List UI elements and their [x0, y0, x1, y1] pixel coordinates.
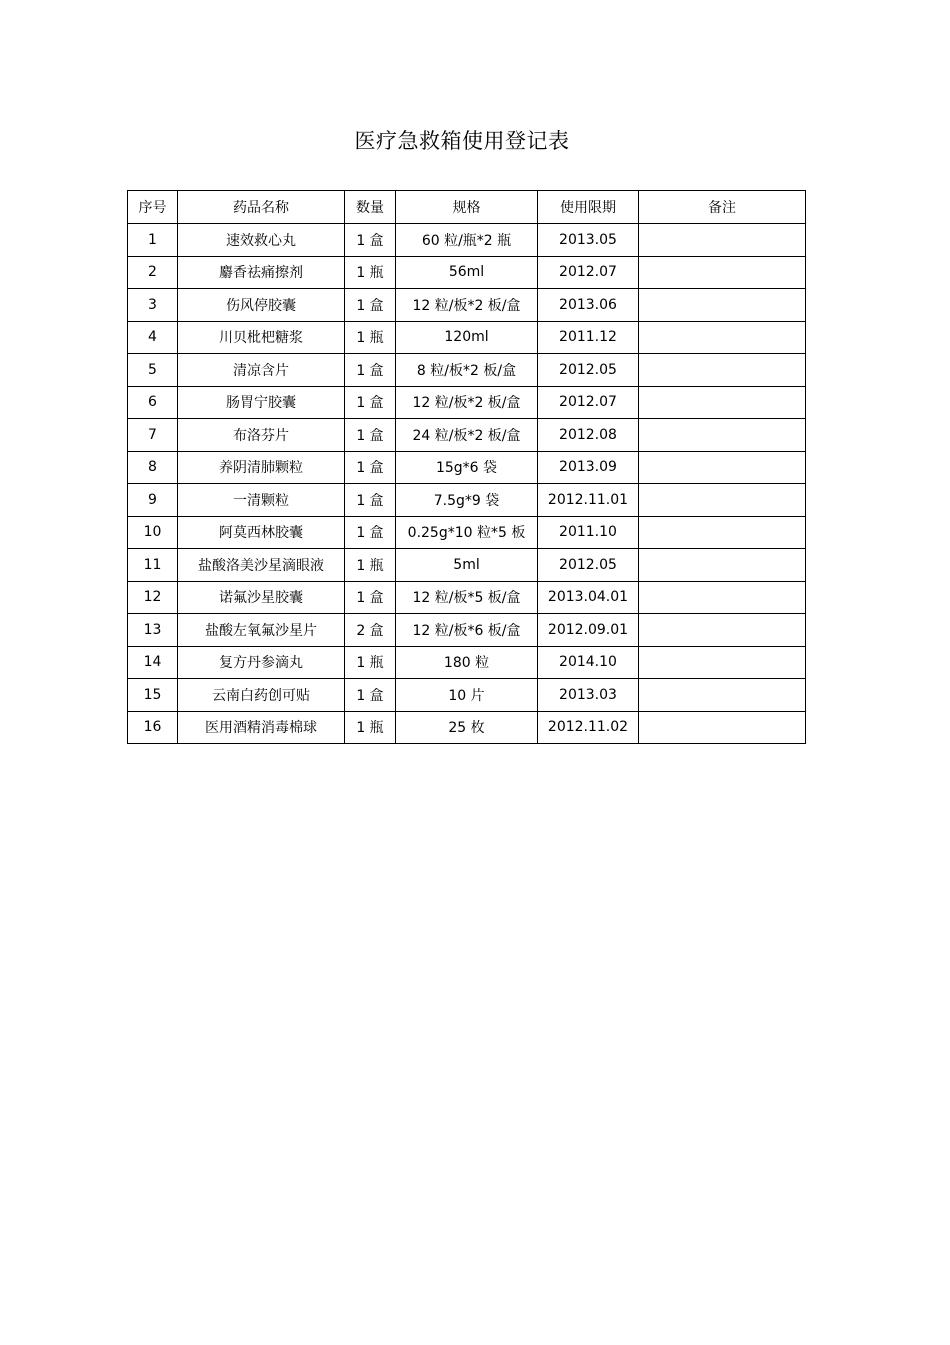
cell-quantity: 1 瓶 [345, 711, 396, 744]
cell-serial-number: 6 [128, 386, 178, 419]
table-row [128, 224, 806, 257]
cell-remarks [639, 614, 806, 647]
cell-serial-number: 16 [128, 711, 178, 744]
cell-quantity: 1 瓶 [345, 321, 396, 354]
cell-expiry-date: 2013.03 [538, 679, 639, 712]
cell-specification: 12 粒/板*5 板/盒 [396, 581, 538, 614]
table-row [128, 679, 806, 712]
cell-remarks [639, 451, 806, 484]
cell-quantity: 1 盒 [345, 354, 396, 387]
table-row [128, 451, 806, 484]
cell-quantity: 1 盒 [345, 451, 396, 484]
cell-serial-number: 2 [128, 256, 178, 289]
cell-medicine-name: 复方丹参滴丸 [178, 646, 345, 679]
cell-serial-number: 13 [128, 614, 178, 647]
cell-expiry-date: 2012.05 [538, 354, 639, 387]
cell-specification: 12 粒/板*2 板/盒 [396, 289, 538, 322]
table-body [128, 224, 806, 744]
cell-expiry-date: 2013.09 [538, 451, 639, 484]
cell-medicine-name: 肠胃宁胶囊 [178, 386, 345, 419]
cell-serial-number: 5 [128, 354, 178, 387]
cell-serial-number: 15 [128, 679, 178, 712]
cell-medicine-name: 清凉含片 [178, 354, 345, 387]
header-medicine-name: 药品名称 [178, 191, 345, 224]
table-row [128, 646, 806, 679]
cell-quantity: 1 盒 [345, 679, 396, 712]
cell-serial-number: 7 [128, 419, 178, 452]
cell-medicine-name: 诺氟沙星胶囊 [178, 581, 345, 614]
header-serial-number: 序号 [128, 191, 178, 224]
cell-quantity: 1 盒 [345, 419, 396, 452]
table-row [128, 256, 806, 289]
table-row [128, 419, 806, 452]
page-title: 医疗急救箱使用登记表 [354, 129, 570, 153]
cell-specification: 12 粒/板*6 板/盒 [396, 614, 538, 647]
cell-quantity: 1 盒 [345, 224, 396, 257]
cell-specification: 56ml [396, 256, 538, 289]
cell-specification: 60 粒/瓶*2 瓶 [396, 224, 538, 257]
cell-expiry-date: 2011.10 [538, 516, 639, 549]
cell-medicine-name: 医用酒精消毒棉球 [178, 711, 345, 744]
cell-remarks [639, 581, 806, 614]
cell-remarks [639, 679, 806, 712]
cell-serial-number: 14 [128, 646, 178, 679]
cell-medicine-name: 盐酸洛美沙星滴眼液 [178, 549, 345, 582]
cell-expiry-date: 2012.09.01 [538, 614, 639, 647]
cell-quantity: 2 盒 [345, 614, 396, 647]
cell-medicine-name: 速效救心丸 [178, 224, 345, 257]
cell-specification: 5ml [396, 549, 538, 582]
cell-serial-number: 11 [128, 549, 178, 582]
table-row [128, 549, 806, 582]
cell-expiry-date: 2012.11.01 [538, 484, 639, 517]
table-header-row [128, 191, 806, 224]
cell-remarks [639, 549, 806, 582]
cell-quantity: 1 盒 [345, 516, 396, 549]
cell-quantity: 1 盒 [345, 386, 396, 419]
cell-remarks [639, 224, 806, 257]
cell-remarks [639, 646, 806, 679]
cell-expiry-date: 2011.12 [538, 321, 639, 354]
cell-medicine-name: 一清颗粒 [178, 484, 345, 517]
cell-expiry-date: 2014.10 [538, 646, 639, 679]
cell-remarks [639, 419, 806, 452]
table-row [128, 614, 806, 647]
header-specification: 规格 [396, 191, 538, 224]
cell-serial-number: 9 [128, 484, 178, 517]
cell-quantity: 1 盒 [345, 289, 396, 322]
cell-remarks [639, 354, 806, 387]
cell-specification: 8 粒/板*2 板/盒 [396, 354, 538, 387]
cell-specification: 12 粒/板*2 板/盒 [396, 386, 538, 419]
cell-remarks [639, 484, 806, 517]
cell-serial-number: 3 [128, 289, 178, 322]
cell-specification: 25 枚 [396, 711, 538, 744]
cell-medicine-name: 阿莫西林胶囊 [178, 516, 345, 549]
table-row [128, 386, 806, 419]
cell-remarks [639, 386, 806, 419]
cell-serial-number: 10 [128, 516, 178, 549]
cell-expiry-date: 2013.05 [538, 224, 639, 257]
cell-quantity: 1 瓶 [345, 549, 396, 582]
cell-remarks [639, 711, 806, 744]
cell-serial-number: 4 [128, 321, 178, 354]
cell-expiry-date: 2012.08 [538, 419, 639, 452]
table-row [128, 711, 806, 744]
table-row [128, 516, 806, 549]
cell-serial-number: 8 [128, 451, 178, 484]
header-remarks: 备注 [639, 191, 806, 224]
table-row [128, 484, 806, 517]
cell-serial-number: 1 [128, 224, 178, 257]
cell-expiry-date: 2012.05 [538, 549, 639, 582]
cell-specification: 180 粒 [396, 646, 538, 679]
cell-specification: 10 片 [396, 679, 538, 712]
cell-remarks [639, 256, 806, 289]
header-expiry-date: 使用限期 [538, 191, 639, 224]
medicine-register-table [127, 190, 806, 744]
cell-expiry-date: 2012.07 [538, 386, 639, 419]
cell-quantity: 1 盒 [345, 484, 396, 517]
cell-medicine-name: 川贝枇杷糖浆 [178, 321, 345, 354]
cell-remarks [639, 289, 806, 322]
table-row [128, 581, 806, 614]
header-quantity: 数量 [345, 191, 396, 224]
table-row [128, 354, 806, 387]
cell-quantity: 1 瓶 [345, 646, 396, 679]
cell-medicine-name: 养阴清肺颗粒 [178, 451, 345, 484]
cell-medicine-name: 盐酸左氧氟沙星片 [178, 614, 345, 647]
cell-expiry-date: 2012.07 [538, 256, 639, 289]
cell-quantity: 1 盒 [345, 581, 396, 614]
cell-remarks [639, 516, 806, 549]
cell-specification: 24 粒/板*2 板/盒 [396, 419, 538, 452]
table-row [128, 321, 806, 354]
cell-expiry-date: 2013.06 [538, 289, 639, 322]
cell-medicine-name: 云南白药创可贴 [178, 679, 345, 712]
cell-specification: 120ml [396, 321, 538, 354]
cell-medicine-name: 伤风停胶囊 [178, 289, 345, 322]
cell-specification: 15g*6 袋 [396, 451, 538, 484]
table-row [128, 289, 806, 322]
cell-specification: 0.25g*10 粒*5 板 [396, 516, 538, 549]
cell-medicine-name: 麝香祛痛擦剂 [178, 256, 345, 289]
cell-remarks [639, 321, 806, 354]
cell-serial-number: 12 [128, 581, 178, 614]
cell-expiry-date: 2013.04.01 [538, 581, 639, 614]
cell-specification: 7.5g*9 袋 [396, 484, 538, 517]
cell-quantity: 1 瓶 [345, 256, 396, 289]
cell-expiry-date: 2012.11.02 [538, 711, 639, 744]
cell-medicine-name: 布洛芬片 [178, 419, 345, 452]
